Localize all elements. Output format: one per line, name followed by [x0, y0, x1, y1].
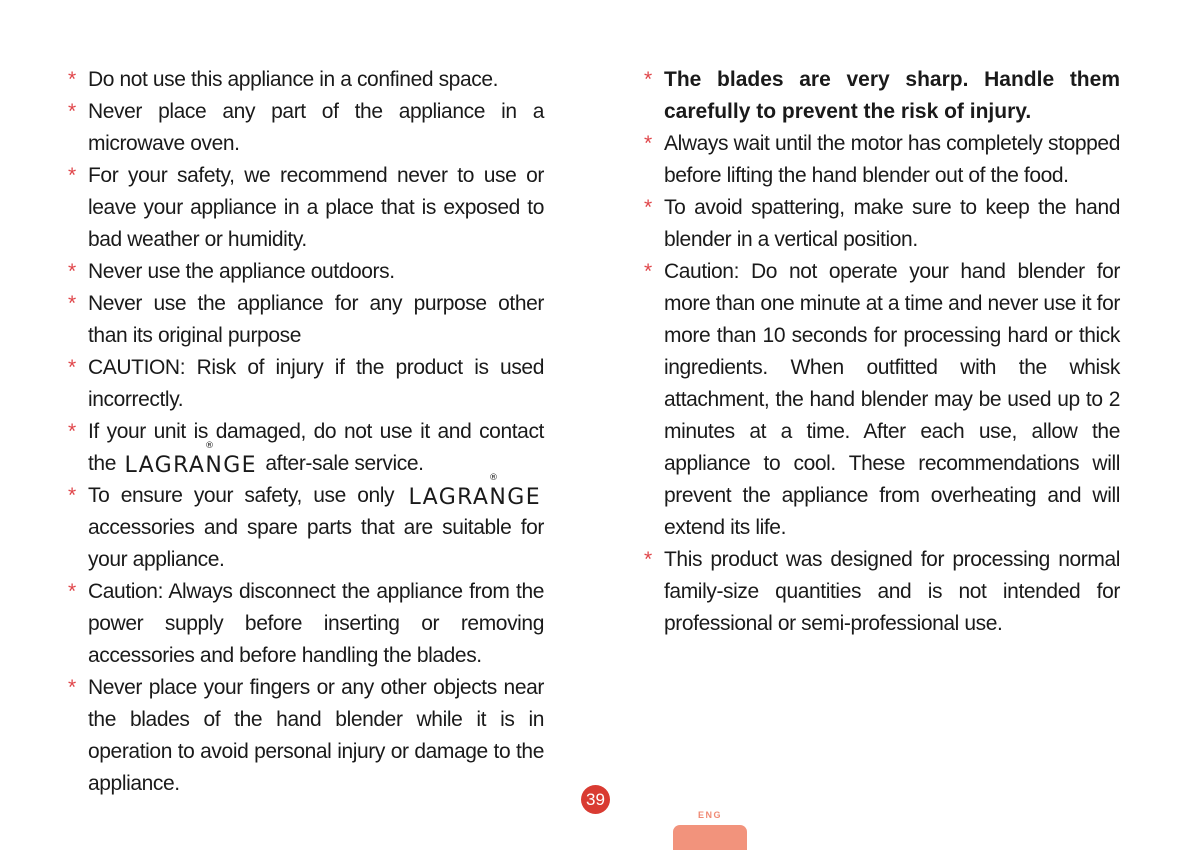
item-text: Caution: Always disconnect the appliance from the power supply before inserting or removing accessories and before handling the blades.	[88, 580, 544, 667]
item-text: accessories and spare parts that are suitable for your appliance.	[88, 516, 544, 571]
list-item-warning	[644, 64, 1120, 128]
item-text: This product was designed for processing normal family-size quantities and is not intended for professional or semi-professional use.	[664, 548, 1120, 635]
list-item	[68, 576, 544, 672]
page-number-badge: 39	[581, 785, 610, 814]
bullet-icon: *	[68, 484, 76, 507]
item-text: Always wait until the motor has completely stopped before lifting the hand blender out of the food.	[664, 132, 1120, 187]
list-item	[68, 256, 544, 288]
item-text: If your unit is damaged, do not use it and contact the	[88, 420, 544, 475]
list-item	[68, 96, 544, 160]
bullet-icon: *	[68, 260, 76, 283]
language-label: ENG	[697, 810, 722, 820]
safety-list-right	[644, 64, 1120, 640]
bullet-icon: *	[644, 132, 652, 155]
list-item	[68, 416, 544, 480]
item-text: Do not use this appliance in a confined space.	[88, 68, 499, 91]
language-tab	[673, 825, 747, 850]
list-item	[68, 473, 544, 576]
right-column	[644, 64, 1120, 640]
bullet-icon: *	[644, 548, 652, 571]
bullet-icon: *	[68, 292, 76, 315]
brand-name: LAGRANGE	[408, 485, 541, 510]
bullet-icon: *	[68, 100, 76, 123]
left-column	[68, 64, 544, 800]
item-text: For your safety, we recommend never to use or leave your appliance in a place that is exposed to bad weather or humidity.	[88, 164, 544, 251]
item-text: CAUTION: Risk of injury if the product is used incorrectly.	[88, 356, 544, 411]
item-text: The blades are very sharp. Handle them carefully to prevent the risk of injury.	[664, 68, 1120, 123]
list-item	[644, 192, 1120, 256]
list-item	[644, 128, 1120, 192]
brand-logo	[121, 441, 260, 478]
item-text: Never place any part of the appliance in a microwave oven.	[88, 100, 544, 155]
item-text: To avoid spattering, make sure to keep the hand blender in a vertical position.	[664, 196, 1120, 251]
list-item	[644, 256, 1120, 544]
bullet-icon: *	[68, 676, 76, 699]
item-text: Caution: Do not operate your hand blender for more than one minute at a time and never use it for more than 10 seconds for processing hard or thick ingredients. When outfitted with the whisk attachment, the hand blender may be used up to 2 minutes at a time. After each use, allow the appliance to cool. These recommendations will prevent the appliance from overheating and will extend its life.	[664, 260, 1120, 539]
brand-logo	[405, 473, 544, 510]
bullet-icon: *	[68, 580, 76, 603]
list-item	[68, 64, 544, 96]
item-text: Never use the appliance for any purpose other than its original purpose	[88, 292, 544, 347]
item-text: Never place your fingers or any other objects near the blades of the hand blender while it is in operation to avoid personal injury or damage to the appliance.	[88, 676, 544, 795]
list-item	[644, 544, 1120, 640]
bullet-icon: *	[68, 68, 76, 91]
list-item	[68, 672, 544, 800]
item-text: Never use the appliance outdoors.	[88, 260, 395, 283]
bullet-icon: *	[68, 356, 76, 379]
bullet-icon: *	[644, 196, 652, 219]
item-text: after-sale service.	[265, 452, 424, 475]
bullet-icon: *	[644, 260, 652, 283]
brand-name: LAGRANGE	[124, 453, 257, 478]
list-item	[68, 288, 544, 352]
bullet-icon: *	[644, 68, 653, 91]
list-item	[68, 160, 544, 256]
bullet-icon: *	[68, 420, 76, 443]
list-item	[68, 352, 544, 416]
bullet-icon: *	[68, 164, 76, 187]
safety-list-left	[68, 64, 544, 800]
registered-mark: ®	[204, 441, 214, 451]
item-text: To ensure your safety, use only	[88, 484, 395, 507]
registered-mark: ®	[489, 473, 498, 483]
